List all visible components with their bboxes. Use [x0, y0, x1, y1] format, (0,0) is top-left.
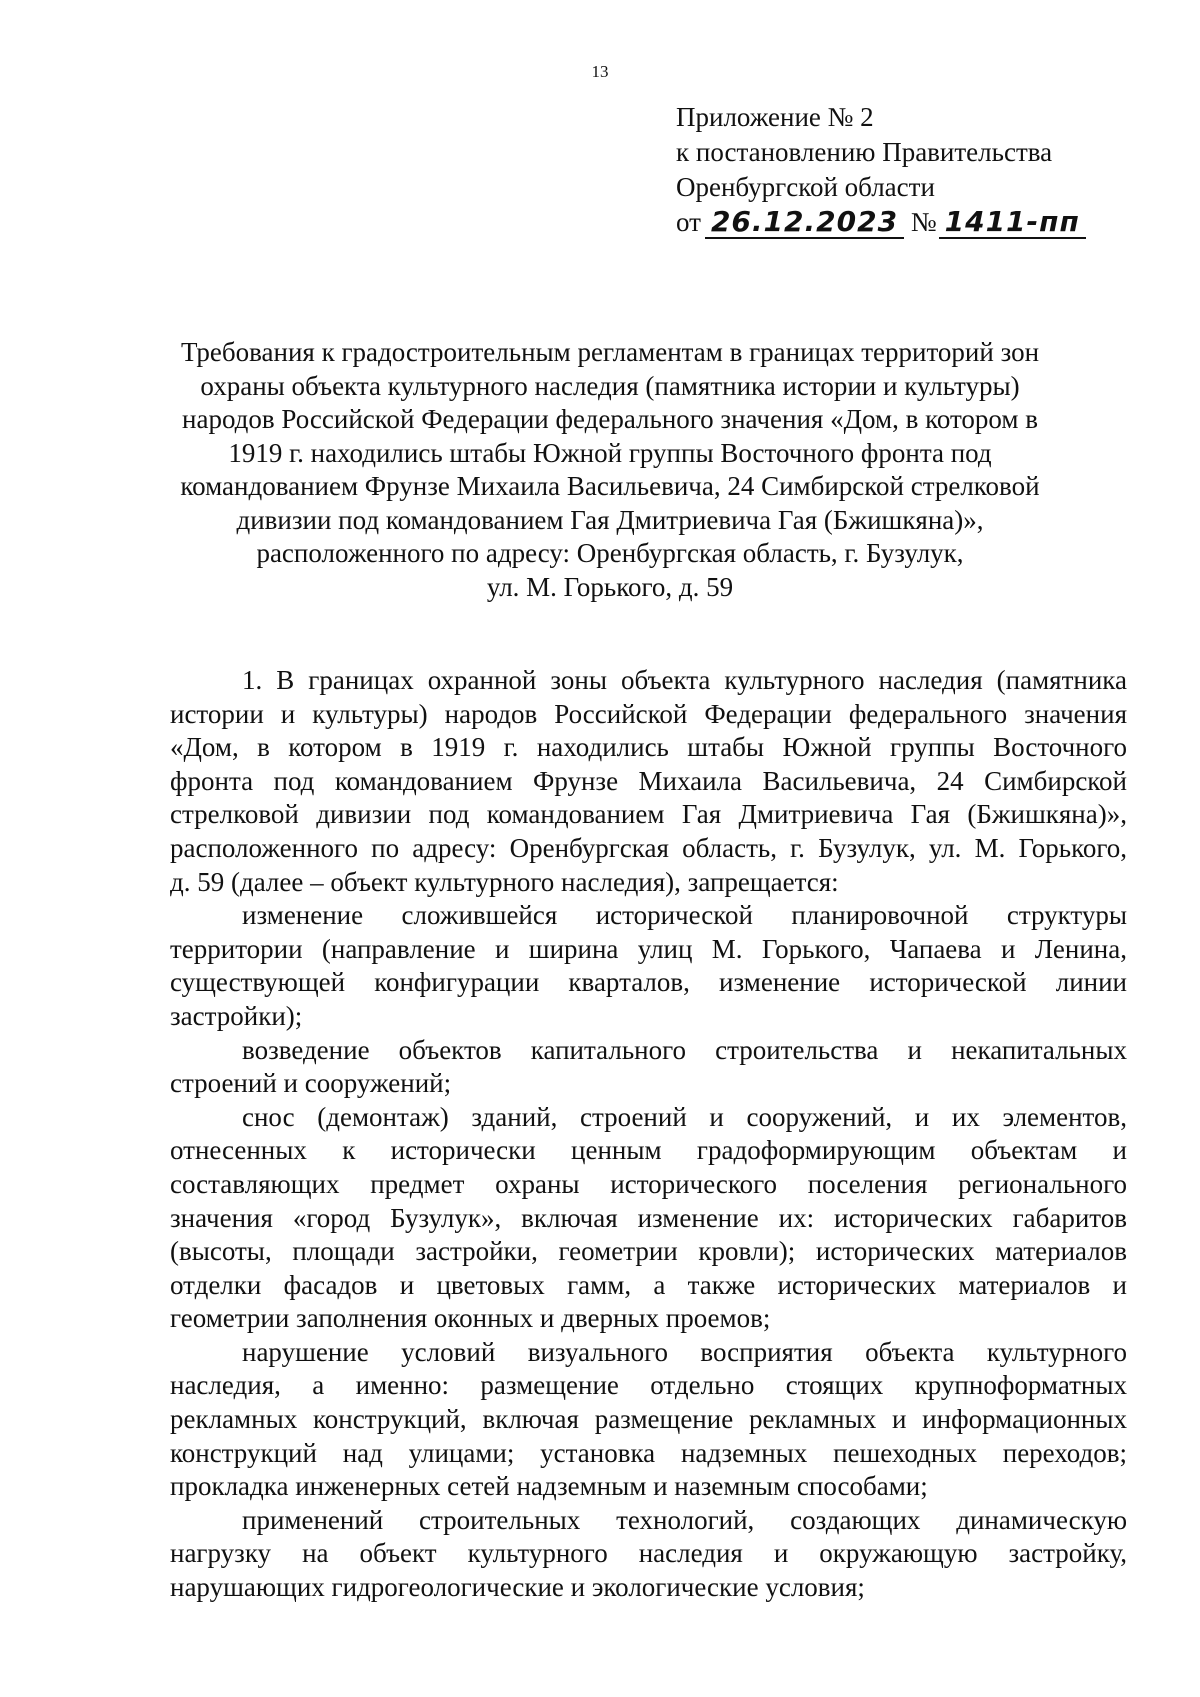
paragraph-6 [170, 1504, 1127, 1605]
text-line: прокладка инженерных сетей надземным и наземным способами; [170, 1471, 928, 1502]
text-line: территории (направление и ширина улиц М. Горького, Чапаева и Ленина, [170, 933, 1127, 964]
text-line: д. 59 (далее – объект культурного наследия), запрещается: [170, 866, 839, 897]
text-line: геометрии заполнения оконных и дверных проемов; [170, 1303, 771, 1334]
text-line: расположенного по адресу: Оренбургская область, г. Бузулук, ул. М. Горького, [170, 832, 1127, 863]
number-sign: № [910, 207, 937, 237]
paragraph-3 [170, 1034, 1127, 1101]
title-line: дивизии под командованием Гая Дмитриевича Гая (Бжишкяна)», [236, 504, 984, 535]
title-line: народов Российской Федерации федерального значения «Дом, в котором в [182, 404, 1038, 434]
title-line: охраны объекта культурного наследия (памятника истории и культуры) [200, 370, 1020, 401]
text-line: нарушение условий визуального восприятия объекта культурного [242, 1336, 1127, 1367]
text-line: изменение сложившейся исторической планировочной структуры [242, 900, 1127, 931]
text-line: снос (демонтаж) зданий, строений и сооружений, и их элементов, [242, 1101, 1127, 1132]
text-line: 1. В границах охранной зоны объекта культурного наследия (памятника [242, 665, 1127, 695]
text-line: применений строительных технологий, создающих динамическую [242, 1504, 1127, 1535]
text-line: стрелковой дивизии под командованием Гая Дмитриевича Гая (Бжишкяна)», [170, 799, 1127, 830]
paragraph-4 [170, 1101, 1127, 1336]
text-line: наследия, а именно: размещение отдельно стоящих крупноформатных [170, 1370, 1127, 1401]
appendix-resolution-line: к постановлению Правительства [676, 137, 1053, 167]
text-line: конструкций над улицами; установка надземных пешеходных переходов; [170, 1437, 1127, 1468]
text-line: (высоты, площади застройки, геометрии кровли); исторических материалов [170, 1236, 1127, 1267]
title-line: расположенного по адресу: Оренбургская область, г. Бузулук, [256, 538, 964, 568]
appendix-header [676, 100, 1086, 240]
paragraph-5 [170, 1336, 1127, 1504]
handwritten-date: 26.12.2023 [705, 207, 904, 239]
appendix-region-line: Оренбургской области [676, 172, 935, 202]
text-line: возведение объектов капитального строительства и некапитальных [242, 1034, 1127, 1065]
text-line: нарушающих гидрогеологические и экологические условия; [170, 1572, 865, 1603]
text-line: застройки); [170, 1000, 303, 1031]
handwritten-number: 1411-пп [939, 207, 1086, 239]
text-line: составляющих предмет охраны исторического поселения регионального [170, 1168, 1127, 1199]
text-line: истории и культуры) народов Российской Федерации федерального значения [170, 698, 1127, 729]
text-line: отнесенных к исторически ценным градоформирующим объектам и [170, 1135, 1127, 1166]
text-line: отделки фасадов и цветовых гамм, а также исторических материалов и [170, 1269, 1127, 1300]
appendix-title: Приложение № 2 [676, 102, 874, 132]
document-title [170, 336, 1050, 604]
page-number: 13 [591, 62, 609, 81]
title-line: ул. М. Горького, д. 59 [486, 571, 734, 602]
text-line: значения «город Бузулук», включая изменение их: исторических габаритов [170, 1202, 1127, 1233]
text-line: нагрузку на объект культурного наследия и окружающую застройку, [170, 1538, 1127, 1569]
text-line: фронта под командованием Фрунзе Михаила Васильевича, 24 Симбирской [170, 765, 1127, 796]
title-line: командованием Фрунзе Михаила Васильевича, 24 Симбирской стрелковой [180, 471, 1040, 501]
text-line: «Дом, в котором в 1919 г. находились штабы Южной группы Восточного [170, 732, 1127, 763]
paragraph-1 [170, 664, 1127, 899]
title-line: Требования к градостроительным регламентам в границах территорий зон [180, 337, 1040, 367]
text-line: существующей конфигурации кварталов, изменение исторической линии [170, 967, 1127, 998]
text-line: строений и сооружений; [170, 1068, 452, 1099]
title-line: 1919 г. находились штабы Южной группы Восточного фронта под [228, 437, 992, 468]
from-label: от [676, 207, 701, 237]
document-body [170, 664, 1127, 1605]
paragraph-2 [170, 899, 1127, 1033]
text-line: рекламных конструкций, включая размещение рекламных и информационных [170, 1404, 1127, 1435]
appendix-date-line [676, 205, 1086, 240]
